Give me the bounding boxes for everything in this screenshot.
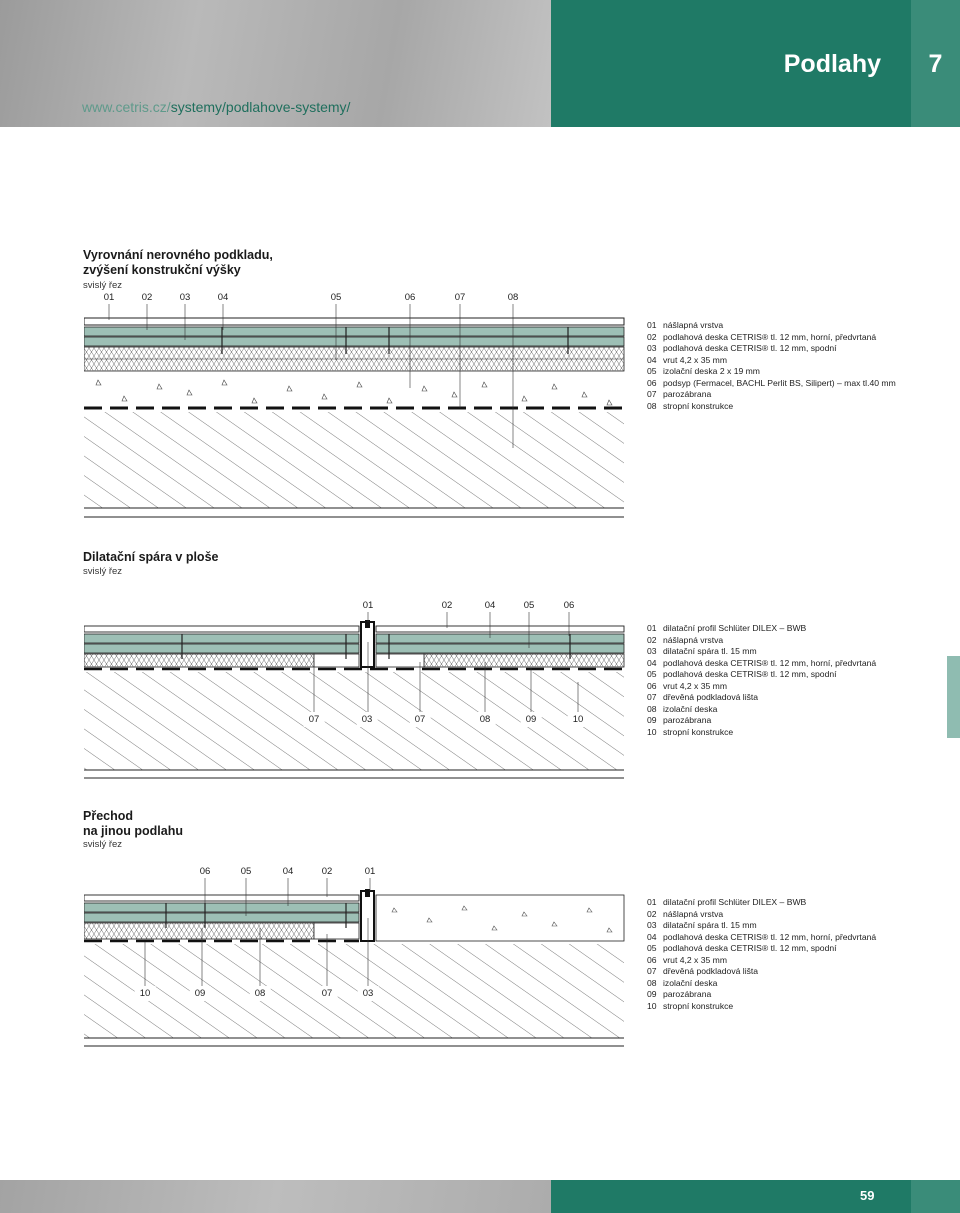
s2-legend-row: 10 stropní konstrukce xyxy=(647,726,734,737)
s1-legend-row: 01 nášlapná vrstva xyxy=(647,320,724,330)
s3-callout-03: 03 xyxy=(358,986,379,1001)
section1-title xyxy=(83,248,273,278)
url-prefix: www.cetris.cz/ xyxy=(82,99,171,115)
s2-insulation xyxy=(84,654,314,667)
s2-legend-row: 06 vrut 4,2 x 35 mm xyxy=(647,680,727,691)
s1-callout-01: 01 xyxy=(103,292,115,303)
s2-legend-row: 07 dřevěná podkladová lišta xyxy=(647,692,759,702)
s2-callout-09: 09 xyxy=(521,712,542,727)
s1-legend-row: 08 stropní konstrukce xyxy=(647,400,734,411)
s2-callout-08: 08 xyxy=(475,712,496,727)
section1-subtitle: svislý řez xyxy=(83,280,123,291)
section3-cross-section-drawing xyxy=(84,878,629,1050)
s3-legend-row: 03 dilatační spára tl. 15 mm xyxy=(647,920,757,930)
s1-upper-board xyxy=(84,327,624,336)
s3-legend-row: 06 vrut 4,2 x 35 mm xyxy=(647,954,727,965)
section3-title-line1: Přechod xyxy=(83,809,134,823)
s2-callout-04: 04 xyxy=(484,600,496,611)
s1-legend-row: 07 parozábrana xyxy=(647,389,712,399)
s3-lower-board xyxy=(84,913,359,922)
s1-callout-08: 08 xyxy=(507,292,519,303)
s1-callout-06: 06 xyxy=(404,292,416,303)
s1-callout-02: 02 xyxy=(141,292,153,303)
s2-callout-02: 02 xyxy=(441,600,453,611)
s1-callout-03: 03 xyxy=(179,292,191,303)
s1-walking-layer xyxy=(84,318,624,325)
chapter-title: Podlahy xyxy=(783,50,881,78)
page-number: 59 xyxy=(860,1188,875,1203)
s3-insulation xyxy=(84,923,314,939)
section1-title-line2: zvýšení konstrukční výšky xyxy=(83,263,241,277)
s3-callout-05: 05 xyxy=(240,866,252,877)
s1-lower-board xyxy=(84,337,624,346)
section2-title xyxy=(83,550,218,565)
section2-subtitle: svislý řez xyxy=(83,566,123,577)
s2-upper-board xyxy=(84,634,359,643)
s3-callout-02: 02 xyxy=(321,866,333,877)
s1-legend-row: 02 podlahová deska CETRIS® tl. 12 mm, horní, předvrtaná xyxy=(647,331,877,342)
s3-callout-04: 04 xyxy=(282,866,294,877)
s3-legend-row: 08 izolační deska xyxy=(647,977,718,988)
s2-legend-row: 08 izolační deska xyxy=(647,703,718,714)
section2-cross-section-drawing xyxy=(84,612,629,782)
s3-wooden-batten xyxy=(314,923,359,939)
s1-legend-row: 03 podlahová deska CETRIS® tl. 12 mm, spodní xyxy=(647,343,837,353)
s1-legend-row: 05 izolační deska 2 x 19 mm xyxy=(647,366,760,376)
s2-callout-05: 05 xyxy=(523,600,535,611)
section3-legend xyxy=(647,897,876,1012)
s1-callout-07: 07 xyxy=(454,292,466,303)
s3-legend-row: 10 stropní konstrukce xyxy=(647,1000,734,1011)
s2-wooden-batten xyxy=(314,654,359,667)
s3-dilatation-profile xyxy=(361,891,374,941)
section2-title-line1: Dilatační spára v ploše xyxy=(83,550,219,564)
s3-other-floor xyxy=(376,895,624,941)
s3-callout-07: 07 xyxy=(317,986,338,1001)
s1-callout-04: 04 xyxy=(217,292,229,303)
footer-green-band xyxy=(551,1180,911,1213)
s2-legend-row: 05 podlahová deska CETRIS® tl. 12 mm, spodní xyxy=(647,669,837,679)
header-url[interactable] xyxy=(82,99,350,115)
s2-legend-row: 04 podlahová deska CETRIS® tl. 12 mm, horní, předvrtaná xyxy=(647,657,877,668)
s3-callout-10: 10 xyxy=(135,986,156,1001)
s1-ceiling-slab xyxy=(84,412,624,508)
s2-lower-board xyxy=(84,644,359,653)
s3-upper-board xyxy=(84,903,359,912)
s3-legend-row: 04 podlahová deska CETRIS® tl. 12 mm, horní, předvrtaná xyxy=(647,931,877,942)
section3-title xyxy=(83,809,183,839)
s3-ceiling-slab xyxy=(84,944,624,1038)
s3-callout-09: 09 xyxy=(190,986,211,1001)
s2-legend-row: 02 nášlapná vrstva xyxy=(647,634,724,645)
s2-callout-07b: 07 xyxy=(410,712,431,727)
s2-legend-row: 03 dilatační spára tl. 15 mm xyxy=(647,646,757,656)
footer-gray-band xyxy=(0,1180,551,1213)
section1-legend xyxy=(647,320,896,412)
s2-callout-06: 06 xyxy=(563,600,575,611)
s2-callout-03: 03 xyxy=(357,712,378,727)
s3-legend-row: 01 dilatační profil Schlüter DILEX – BWB xyxy=(647,897,807,907)
section1-title-line1: Vyrovnání nerovného podkladu, xyxy=(83,248,273,262)
s2-dilatation-profile xyxy=(361,622,374,667)
s3-legend-row: 09 parozábrana xyxy=(647,989,712,999)
footer-chapter-band xyxy=(911,1180,960,1213)
s3-callout-06: 06 xyxy=(199,866,211,877)
s3-legend-row: 02 nášlapná vrstva xyxy=(647,908,724,919)
section3-subtitle: svislý řez xyxy=(83,839,123,850)
s2-callout-07a: 07 xyxy=(304,712,325,727)
s3-callout-08: 08 xyxy=(250,986,271,1001)
chapter-number: 7 xyxy=(928,50,943,78)
side-chapter-tab xyxy=(947,656,960,738)
s3-callout-01: 01 xyxy=(364,866,376,877)
section3-title-line2: na jinou podlahu xyxy=(83,824,183,838)
s1-legend-row: 06 podsyp (Fermacel, BACHL Perlit BS, Silipert) – max tl.40 mm xyxy=(647,377,896,388)
s1-callout-05: 05 xyxy=(330,292,342,303)
s3-legend-row: 07 dřevěná podkladová lišta xyxy=(647,966,759,976)
s2-ceiling-slab xyxy=(84,672,624,770)
section1-cross-section-drawing xyxy=(84,300,629,522)
s3-legend-row: 05 podlahová deska CETRIS® tl. 12 mm, spodní xyxy=(647,943,837,953)
section2-legend xyxy=(647,623,876,738)
s1-levelling-fill xyxy=(84,372,624,406)
s2-legend-row: 09 parozábrana xyxy=(647,715,712,725)
s1-legend-row: 04 vrut 4,2 x 35 mm xyxy=(647,354,727,365)
url-path: systemy/podlahove-systemy/ xyxy=(170,99,351,115)
s2-callout-10: 10 xyxy=(568,712,589,727)
s2-legend-row: 01 dilatační profil Schlüter DILEX – BWB xyxy=(647,623,807,633)
s2-callout-01: 01 xyxy=(362,600,374,611)
